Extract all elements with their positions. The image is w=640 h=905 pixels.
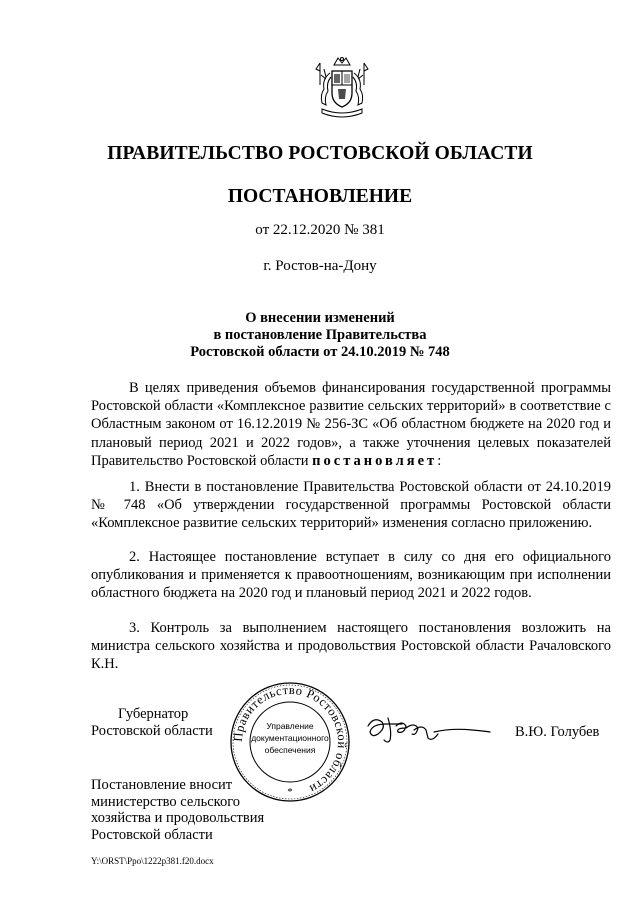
decree-word: постановляет [312,452,438,469]
signatory-title-line-2: Ростовской области [91,723,213,739]
item-1-paragraph: 1. Внести в постановление Правительства Ростовской области от 24.10.2019 № 748 «Об утверждении государственной программы Ростовской области «Комплексное развитие сельских территорий» изменения согласно приложению. [91,479,611,532]
preamble-paragraph [91,379,611,470]
item-3-paragraph: 3. Контроль за выполнением настоящего постановления возложить на министра сельского хозяйства и продовольствия Ростовской области Рачаловского К.Н. [91,620,611,673]
subject-line-3: Ростовской области от 24.10.2019 № 748 [190,344,450,360]
coat-of-arms-icon [312,55,372,128]
stamp-ring-text: Правительство Ростовской области [230,682,350,797]
signatory-title-line-1: Губернатор [118,706,189,722]
subject-line-1: О внесении изменений [245,310,395,326]
introduced-by-line-2: министерство сельского [91,793,241,810]
date-number: от 22.12.2020 № 381 [255,222,385,238]
file-path: Y:\ORST\Ppo\1222p381.f20.docx [91,856,214,866]
stamp-center-line-2: документационного [251,733,329,743]
stamp-center-line-3: обеспечения [264,745,316,755]
authority-title: ПРАВИТЕЛЬСТВО РОСТОВСКОЙ ОБЛАСТИ [107,143,533,164]
introduced-by [91,777,264,843]
preamble-text: В целях приведения объемов финансирования государственной программы Ростовской области «Комплексное развитие сельских территорий» в соответствие с Областным законом от 16.12.2019 № 256-ЗС «Об областном бюджете на 2020 год и плановый период 2021 и 2022 годов», а также уточнения целевых показателей Правительство Ростовской области [91,380,611,469]
stamp-star: * [287,786,293,798]
handwritten-signature-icon [362,712,492,751]
introduced-by-line-3: хозяйства и продовольствия [91,810,265,826]
introduced-by-line-4: Ростовской области [91,826,213,843]
subject-line-2: в постановление Правительства [213,327,427,343]
city: г. Ростов-на-Дону [263,258,377,274]
stamp-center-line-1: Управление [266,721,314,731]
document-subject [0,310,640,361]
document-type: ПОСТАНОВЛЕНИЕ [227,186,413,207]
introduced-by-line-1: Постановление вносит [91,777,233,793]
signatory-title [91,706,213,740]
decree-colon: : [437,452,442,469]
signatory-name: В.Ю. Голубев [515,724,600,740]
item-2-paragraph: 2. Настоящее постановление вступает в силу со дня его официального опубликования и применяется к правоотношениям, возникающим при исполнении областного бюджета на 2020 год и плановый период 2021 и 2022 годов. [91,549,611,602]
